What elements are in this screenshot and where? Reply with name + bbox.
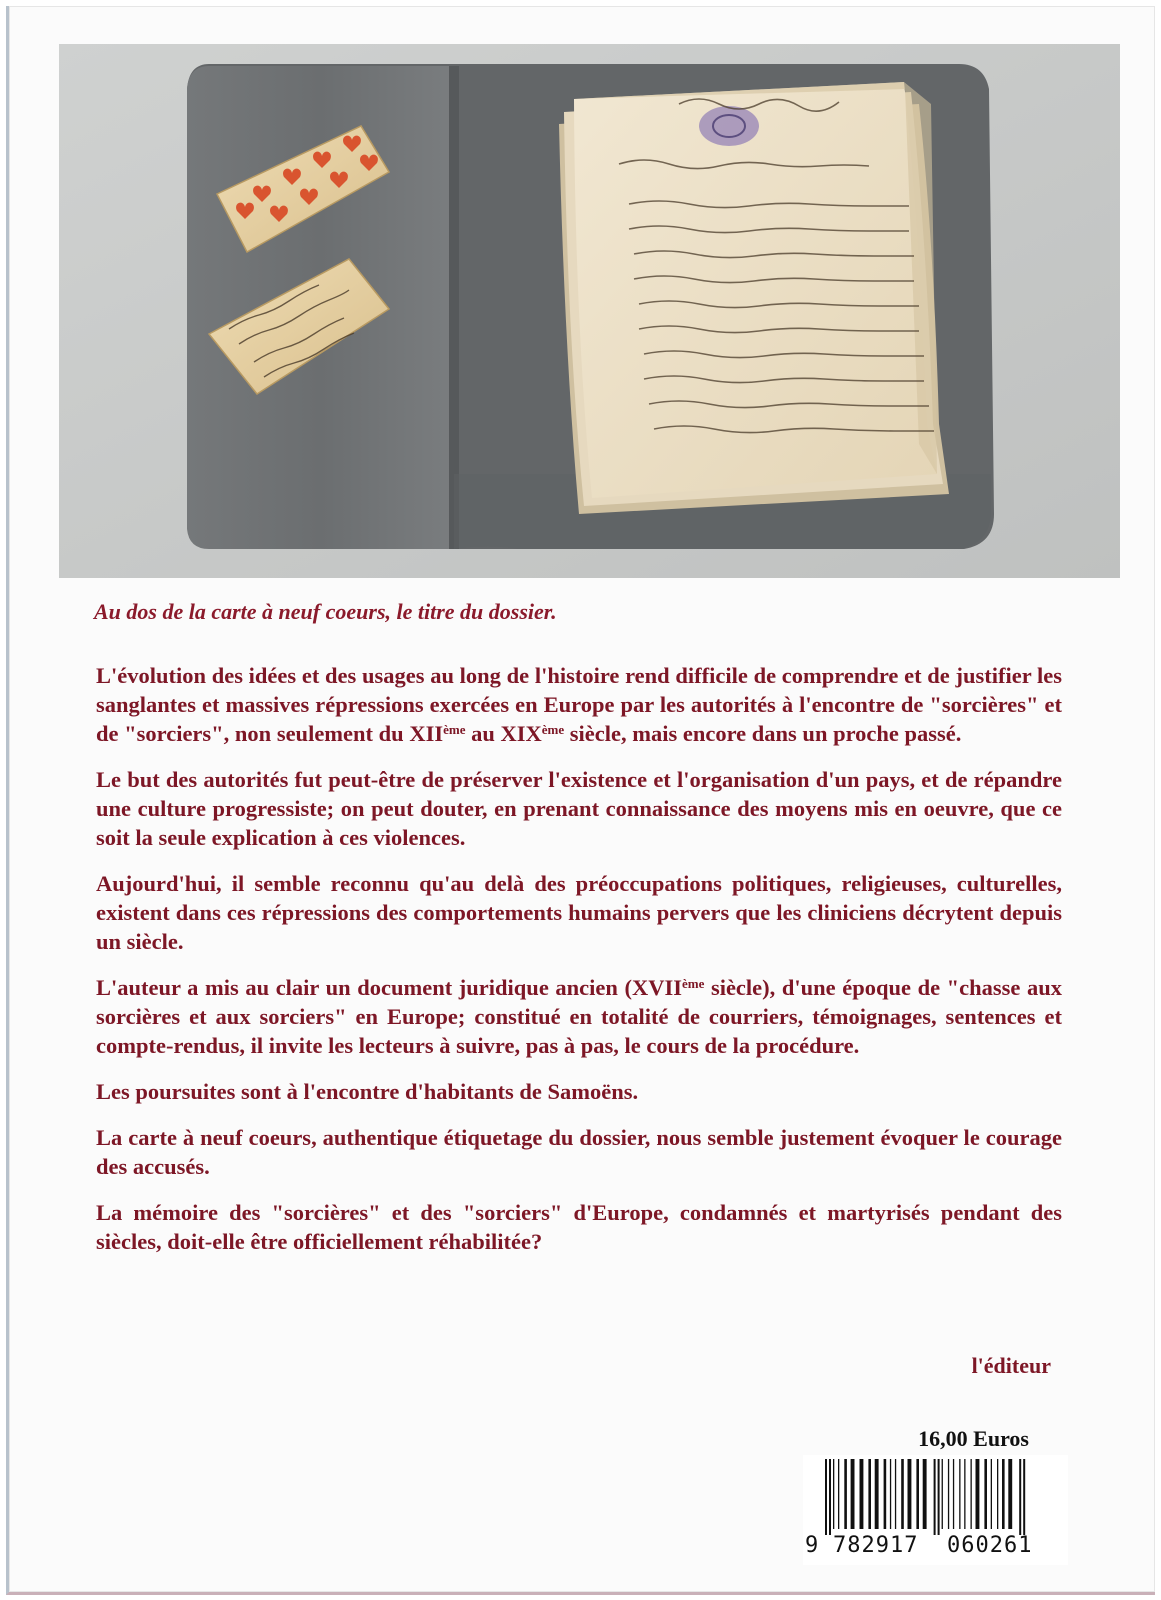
manuscript-image [559, 82, 949, 514]
barcode-bar [833, 1459, 834, 1529]
blurb [96, 661, 1062, 1256]
paragraph-5: Les poursuites sont à l'encontre d'habitants de Samoëns. [96, 1079, 639, 1104]
barcode-bar [959, 1459, 960, 1529]
paragraph-4: L'auteur a mis au clair un document juridique ancien (XVIIème siècle), d'une époque de "chasse aux sorcières et aux sorciers" en Europe; constitué en totalité de courriers, témoignages, sentences et compte-rendus, il invite les lecteurs à suivre, pas à pas, le cours de la procédure. [96, 975, 1062, 1058]
paragraph-3: Aujourd'hui, il semble reconnu qu'au delà des préoccupations politiques, religieuses, culturelles, existent dans ces répressions des comportements humains pervers que les cliniciens décrytent depuis un siècle. [96, 871, 1062, 954]
paragraph-7: La mémoire des "sorcières" et des "sorciers" d'Europe, condamnés et martyrisés pendant des siècles, doit-elle être officiellement réhabilitée? [96, 1200, 1062, 1254]
barcode-bar [942, 1459, 943, 1529]
barcode-bar [953, 1459, 954, 1529]
barcode-bar [875, 1459, 879, 1529]
isbn-digits [803, 1533, 1068, 1561]
barcode-bar [890, 1459, 891, 1529]
editor-signature: l'éditeur [971, 1353, 1051, 1378]
barcode-bar [923, 1459, 927, 1529]
barcode-bar [1008, 1459, 1012, 1529]
isbn-group-2: 060261 [947, 1533, 1033, 1558]
barcode-bar [868, 1459, 871, 1529]
cover-photo [59, 44, 1120, 578]
barcode-bar [860, 1459, 864, 1529]
barcode-bar [971, 1459, 972, 1529]
back-cover [6, 6, 1155, 1595]
barcode-bar [976, 1459, 980, 1529]
barcode-bar [829, 1459, 831, 1535]
barcode-bar [838, 1459, 839, 1529]
barcode-bar [1023, 1459, 1025, 1535]
barcode-bar [984, 1459, 987, 1529]
paragraph-1: L'évolution des idées et des usages au long de l'histoire rend difficile de comprendre et de justifier les sanglantes et massives répressions exercées en Europe par les autorités à l'encontre de "sorcières" et de "sorciers", non seulement du XIIème au XIXème siècle, mais encore dans un proche passé. [96, 663, 1062, 746]
barcode-bar [844, 1459, 847, 1529]
barcode-bar [884, 1459, 887, 1529]
barcode-bar [938, 1459, 940, 1535]
isbn-group-1: 782917 [833, 1533, 919, 1558]
isbn-barcode [803, 1455, 1068, 1565]
barcode-bar [948, 1459, 949, 1529]
paragraph-2: Le but des autorités fut peut-être de préserver l'existence et l'organisation d'un pays, et de répandre une culture progressiste; on peut douter, en prenant connaissance des moyens mis en oeuvre, que ce soit la seule explication à ces violences. [96, 767, 1062, 850]
barcode-bar [895, 1459, 896, 1529]
barcode-bar [916, 1459, 919, 1529]
barcode-bar [908, 1459, 912, 1529]
barcode-bar [997, 1459, 998, 1529]
paragraph-6: La carte à neuf coeurs, authentique étiquetage du dossier, nous semble justement évoquer le courage des accusés. [96, 1125, 1062, 1179]
barcode-bar [1002, 1459, 1005, 1529]
barcode-bar [901, 1459, 904, 1529]
photo-caption: Au dos de la carte à neuf coeurs, le titre du dossier. [94, 599, 557, 624]
barcode-bar [964, 1459, 965, 1529]
barcode-bar [851, 1459, 855, 1529]
barcode-bar [1019, 1459, 1021, 1535]
barcode-bar [825, 1459, 827, 1535]
barcode-bar [934, 1459, 936, 1535]
isbn-first-digit: 9 [805, 1533, 820, 1558]
barcode-bars [803, 1455, 1068, 1535]
barcode-bar [991, 1459, 992, 1529]
price: 16,00 Euros [918, 1426, 1029, 1451]
